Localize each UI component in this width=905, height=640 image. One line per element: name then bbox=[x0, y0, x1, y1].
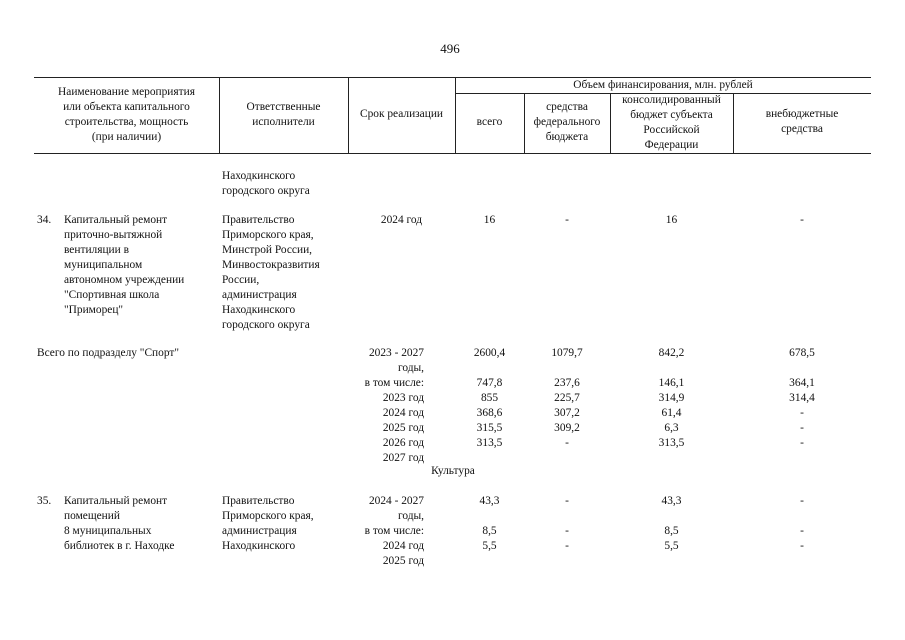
page-number: 496 bbox=[440, 41, 460, 56]
header-name: Наименование мероприятия или объекта капитального строительства, мощность (при наличии) bbox=[58, 86, 195, 143]
sport-total-label: Всего по подразделу "Спорт" bbox=[37, 347, 180, 359]
header-bottom-border bbox=[34, 153, 871, 154]
item35-total: 43,3 8,5 5,5 bbox=[479, 495, 500, 552]
item35-regional: 43,3 8,5 5,5 bbox=[661, 495, 682, 552]
header-federal: средства федерального бюджета bbox=[533, 101, 601, 143]
item34-total: 16 bbox=[483, 214, 496, 226]
item35-responsible: Правительство Приморского края, администрация Находкинского bbox=[222, 495, 314, 552]
item34-federal: - bbox=[565, 214, 569, 226]
item35-period: 2024 - 2027 годы, в том числе: 2024 год 2025 год bbox=[364, 495, 424, 567]
continuation-responsible: Находкинского городского округа bbox=[222, 170, 310, 197]
header-extra: внебюджетные средства bbox=[765, 108, 839, 135]
item34-number: 34. bbox=[37, 214, 52, 226]
section-title-culture: Культура bbox=[431, 465, 475, 477]
sport-total-period: 2023 - 2027 годы, в том числе: 2023 год 2024 год 2025 год 2026 год 2027 год bbox=[364, 347, 424, 464]
item34-regional: 16 bbox=[665, 214, 678, 226]
item35-name: Капитальный ремонт помещений 8 муниципальных библиотек в г. Находке bbox=[64, 495, 175, 552]
item34-name: Капитальный ремонт приточно-вытяжной вентиляции в муниципальном автономном учреждении "Спортивная школа "Приморец" bbox=[64, 214, 185, 316]
header-period: Срок реализации bbox=[359, 108, 444, 120]
sport-total-federal: 1079,7 237,6 225,7 307,2 309,2 - bbox=[551, 347, 583, 449]
header-total: всего bbox=[476, 116, 503, 128]
sport-total-total: 2600,4 747,8 855 368,6 315,5 313,5 bbox=[473, 347, 506, 449]
header-funding-group: Объем финансирования, млн. рублей bbox=[573, 79, 753, 91]
item35-federal: - - - bbox=[565, 495, 569, 552]
sport-total-extra: 678,5 364,1 314,4 - - - bbox=[789, 347, 815, 449]
sport-total-regional: 842,2 146,1 314,9 61,4 6,3 313,5 bbox=[658, 347, 685, 449]
item34-period: 2024 год bbox=[380, 214, 423, 226]
item35-number: 35. bbox=[37, 495, 52, 507]
header-responsible: Ответственные исполнители bbox=[246, 101, 321, 128]
item34-responsible: Правительство Приморского края, Минстрой России, Минвостокразвития России, администрация Находкинского городского округа bbox=[222, 214, 320, 331]
item35-extra: - - - bbox=[800, 495, 804, 552]
header-regional: консолидированный бюджет субъекта Российской Федерации bbox=[622, 94, 721, 151]
item34-extra: - bbox=[800, 214, 804, 226]
